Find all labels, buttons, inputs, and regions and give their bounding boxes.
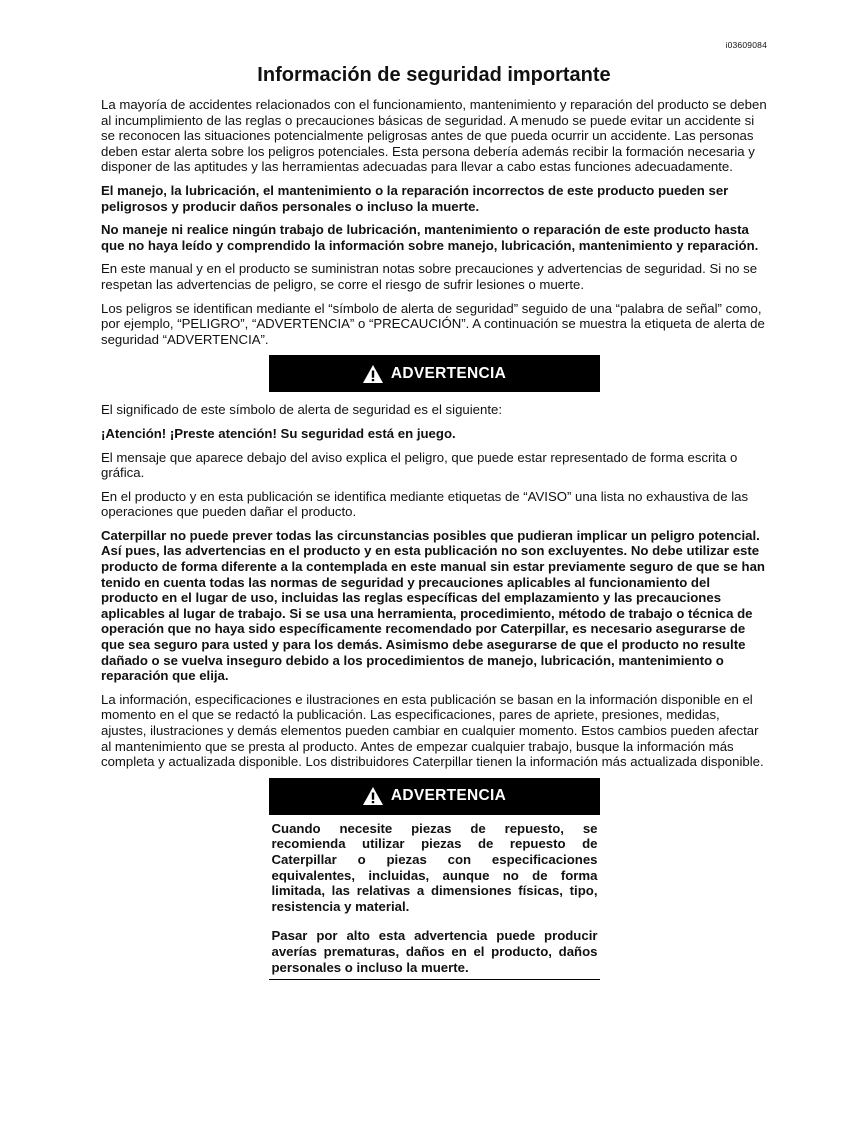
warning-text-parts: Cuando necesite piezas de repuesto, se recomienda utilizar piezas de repuesto de Caterpillar o piezas con especificaciones equivalentes, incluidas, aunque no de forma limitada, las relativas a dimensiones físicas, tipo, resistencia y material. (271, 820, 598, 914)
paragraph-do-not-operate: No maneje ni realice ningún trabajo de lubricación, mantenimiento o reparación de este producto hasta que no haya leído y comprendido la información sobre manejo, lubricación, mantenimiento y reparación. (101, 222, 759, 253)
document-body (101, 97, 767, 980)
warning-banner (269, 355, 600, 392)
paragraph-attention: ¡Atención! ¡Preste atención! Su seguridad está en juego. (101, 425, 456, 441)
page-title: Información de seguridad importante (257, 64, 611, 86)
warning-banner-label: ADVERTENCIA (390, 365, 507, 383)
warning-banner-label: ADVERTENCIA (390, 787, 507, 805)
warning-banner-2 (269, 778, 600, 815)
warning-text (269, 815, 600, 980)
warning-text-consequence: Pasar por alto esta advertencia puede producir averías prematuras, daños en el producto, daños personales o incluso la muerte. (271, 928, 598, 975)
paragraph-symbol-meaning: El significado de este símbolo de alerta de seguridad es el siguiente: (101, 402, 503, 418)
paragraph-notice: En el producto y en esta publicación se identifica mediante etiquetas de “AVISO” una lista no exhaustiva de las operaciones que pueden dañar el producto. (101, 488, 749, 520)
paragraph-danger-statement: El manejo, la lubricación, el mantenimiento o la reparación incorrectos de este producto pueden ser peligrosos y producir daños personales o incluso la muerte. (101, 182, 729, 214)
paragraph-message: El mensaje que aparece debajo del aviso explica el peligro, que puede estar representado de forma escrita o gráfica. (101, 449, 738, 481)
document-id: i03609084 (725, 40, 767, 50)
warning-box (269, 778, 600, 980)
paragraph-caterpillar-disclaimer: Caterpillar no puede prever todas las circunstancias posibles que pudieran implicar un peligro potencial. Así pues, las advertencias en el producto y en esta publicación no son excluyentes. No debe utilizar este producto de forma diferente a la contemplada en este manual sin estar previamente seguro de que se han tenido en cuenta todas las normas de seguridad y precauciones aplicables al funcionamiento del producto en el lugar de uso, incluidas las reglas específicas del emplazamiento y las precauciones aplicables al lugar de trabajo. Si se usa una herramienta, procedimiento, método de trabajo o técnica de operación que no haya sido específicamente recomendado por Caterpillar, es necesario asegurarse de que sea seguro para usted y para los demás. Asimismo debe asegurarse de que el producto no resulte dañado o se vuelva inseguro debido a los procedimientos de manejo, lubricación, mantenimiento o reparación que elija. (101, 527, 765, 684)
paragraph-information-basis: La información, especificaciones e ilustraciones en esta publicación se basan en la información disponible en el momento en el que se redactó la publicación. Las especificaciones, pares de apriete, presiones, medidas, ajustes, ilustraciones y demás elementos pueden cambiar en cualquier momento. Estos cambios pueden afectar al mantenimiento que se presta al producto. Antes de empezar cualquier trabajo, busque la información más completa y actualizada disponible. Los distribuidores Caterpillar tienen la información más actualizada disponible. (101, 691, 764, 770)
paragraph-intro: La mayoría de accidentes relacionados con el funcionamiento, mantenimiento y reparación del producto se deben al incumplimiento de las reglas o precauciones básicas de seguridad. A menudo se puede evitar un accidente si se reconocen las situaciones potencialmente peligrosas antes de que pueda ocurrir un accidente. Las personas deben estar alerta sobre los peligros potenciales. Esta persona debería además recibir la formación necesaria y disponer de las aptitudes y las herramientas adecuadas para llevar a cabo estas funciones adecuadamente. (101, 97, 767, 175)
paragraph-notes: En este manual y en el producto se suministran notas sobre precauciones y advertencias de seguridad. Si no se respetan las advertencias de peligro, se corre el riesgo de sufrir lesiones o muerte. (101, 261, 758, 292)
warning-triangle-icon (362, 786, 384, 806)
warning-triangle-icon (362, 364, 384, 384)
paragraph-hazard-identification: Los peligros se identifican mediante el “símbolo de alerta de seguridad” seguido de una “palabra de señal” como, por ejemplo, “PELIGRO”, “ADVERTENCIA” o “PRECAUCIÓN”. A continuación se muestra la etiqueta de alerta de seguridad “ADVERTENCIA”. (101, 300, 765, 347)
